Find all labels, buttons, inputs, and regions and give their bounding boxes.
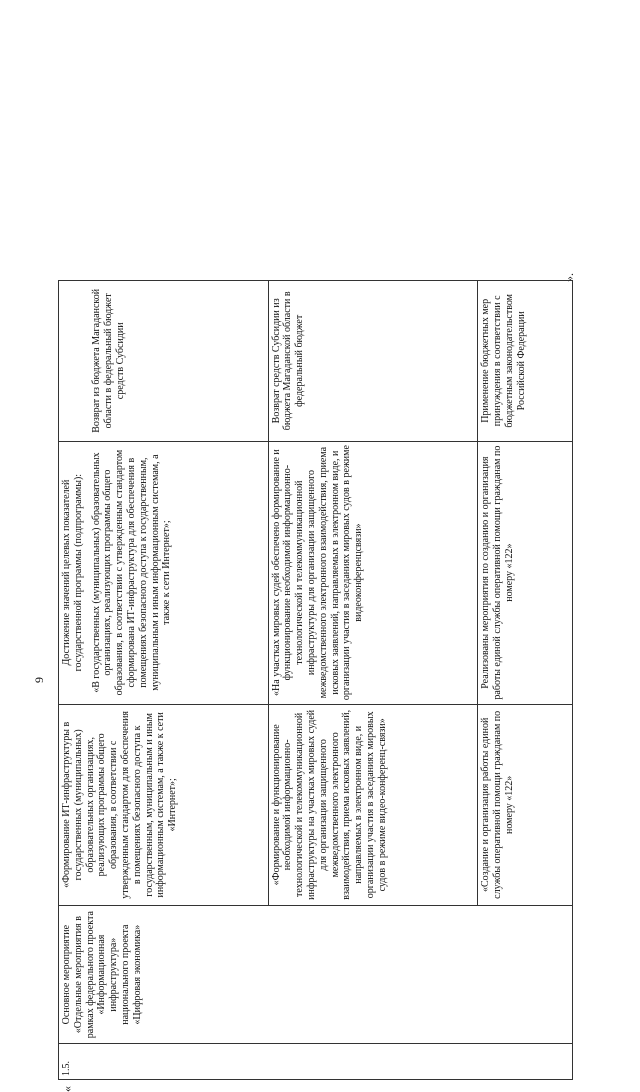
measure-text: «Формирование ИТ-инфраструктуры в государственных (муниципальных) образовательных организациях, реализующих программы общего образования, в соответствии с утвержденным стандартом для обеспечения в помещениях безопасного доступа к государственным, муниципальным и иным информационным системам, а также к сети «Интернет»; bbox=[61, 710, 179, 899]
result-text: «В государственных (муниципальных) образовательных организациях, реализующих программы общего образования, в соответствии с утвержденным стандартом сформирована ИТ-инфраструктура для обеспечения в помещениях безопасного доступа к государственным, муниципальным и иным информационным системам, а также к сети Интернет»; bbox=[90, 449, 173, 696]
measure-cell bbox=[478, 704, 573, 906]
consequence-text: Возврат средств Субсидии из бюджета Магаданской области в федеральный бюджет bbox=[270, 291, 306, 431]
measure-cell bbox=[268, 704, 478, 906]
activity-title: Основное мероприятие «Отдельные мероприятия в рамках федерального проекта «Информационная инфраструктура» национального проекта «Цифровая экономика» bbox=[61, 911, 143, 1039]
measure-text: «Создание и организация работы единой службы оперативной помощи гражданам по номеру «122» bbox=[480, 710, 515, 899]
opening-quote: « bbox=[60, 1086, 74, 1092]
result-cell bbox=[268, 441, 478, 704]
table-row bbox=[59, 281, 269, 1080]
row-number-cell bbox=[59, 1044, 573, 1080]
activity-title-cell bbox=[59, 906, 573, 1044]
consequence-cell bbox=[59, 281, 269, 442]
result-text: Реализованы мероприятия по созданию и организация работы единой службы оперативной помощи гражданам по номеру «122» bbox=[480, 445, 515, 700]
result-cell bbox=[59, 441, 269, 704]
consequence-cell bbox=[478, 281, 573, 442]
measure-cell bbox=[59, 704, 269, 906]
page-number: 9 bbox=[32, 677, 46, 683]
result-cell bbox=[478, 441, 573, 704]
consequence-text: Применение бюджетных мер принуждения в соответствии с бюджетным законодательством Российской Федерации bbox=[480, 294, 527, 428]
consequence-cell bbox=[268, 281, 478, 442]
consequence-text: Возврат из бюджета Магаданской области в федеральный бюджет средств Субсидии bbox=[91, 288, 126, 433]
closing-quote: ». bbox=[562, 273, 576, 282]
rotated-landscape-content bbox=[32, 270, 600, 1092]
result-text: «На участках мировых судей обеспечено формирование и функционирование необходимой информационно-технологической и телекоммуникационной инфраструктуры для организации защищенного межведомственного электронного взаимодействия, приема исковых заявлений, направляемых в электронном виде, и организации участия в заседаниях мировых судов в режиме видеоконференцсвязи» bbox=[270, 445, 365, 701]
result-intro: Достижение значений целевых показателей государственной программы (подпрограммы): bbox=[61, 473, 84, 672]
measures-table bbox=[58, 280, 573, 1080]
row-number: 1.5. bbox=[61, 1061, 72, 1076]
measure-text: «Формирование и функционирование необходимой информационно-технологической и телекоммуникационной инфраструктуры на участках мировых судей для организации защищенного межведомственного электронного взаимодействия, приема исковых заявлений, направляемых в электронном виде, и организации участия в заседаниях мировых судов в режиме видео-конференц-связи» bbox=[270, 709, 388, 900]
